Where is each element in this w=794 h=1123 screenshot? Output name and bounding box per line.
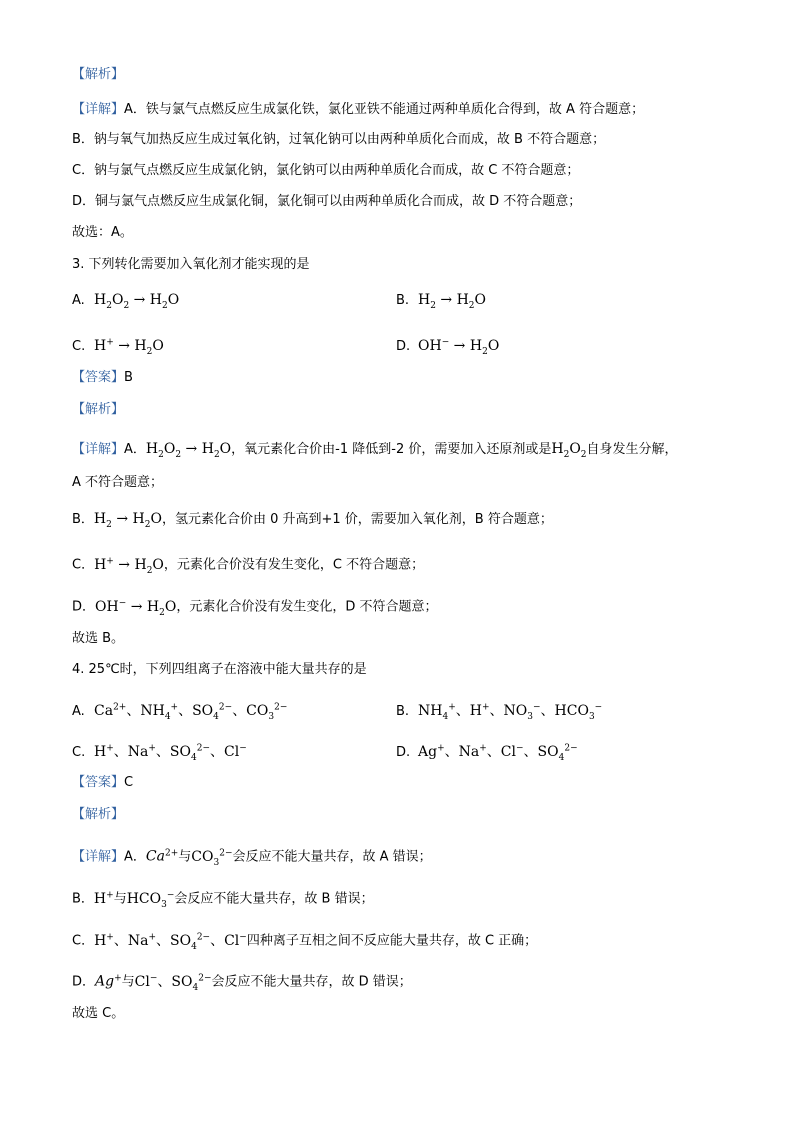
detail-line-1c: C．钠与氯气点燃反应生成氯化钠，氯化钠可以由两种单质化合而成，故 C 不符合题意； <box>72 163 580 178</box>
question-4-stem: 4. 25℃时，下列四组离子在溶液中能大量共存的是 <box>72 662 367 677</box>
q4-option-c: C. H+、Na+、$SO_4^{2-}$、Cl− <box>72 743 247 763</box>
option-letter: A. <box>72 293 85 308</box>
q3-detail-b: B．$H_2 \to H_2O$，氢元素化合价由 0 升高到+1 价，需要加入氧化剂，B 符合题意； <box>72 511 553 530</box>
analysis-heading-1 <box>72 66 124 84</box>
detail-line-1d: D．铜与氯气点燃反应生成氯化铜，氯化铜可以由两种单质化合而成，故 D 不符合题意； <box>72 194 582 209</box>
q3-option-b: B. $H_2 \to H_2O$ <box>396 292 487 311</box>
q3-option-d: D. $OH^- \to H_2O$ <box>396 337 500 357</box>
q3-choice: 故选 B。 <box>72 631 125 646</box>
option-letter: A. <box>72 703 85 719</box>
q4-option-d: D. Ag+、Na+、Cl−、$SO_4^{2-}$ <box>396 743 578 763</box>
option-letter: C. <box>72 338 86 354</box>
detail-tag: 【详解】 <box>72 102 125 117</box>
question-3-stem: 3. 下列转化需要加入氧化剂才能实现的是 <box>72 257 310 272</box>
q3-answer <box>72 369 133 387</box>
q4-option-a: A. $Ca^{2+}$、$NH_4^+$、$SO_4^{2-}$、$CO_3^{2-}$ <box>72 702 288 722</box>
detail-tag: 【详解】 <box>72 442 125 457</box>
option-letter: D. <box>396 744 411 760</box>
choice-1: 故选：A。 <box>72 225 133 240</box>
answer-value: B <box>124 370 133 385</box>
q4-detail-c: C．H+、Na+、$SO_4^{2-}$、Cl−四种离子互相之间不反应能大量共存，故 C 正确； <box>72 932 538 952</box>
q3-option-c: C. $H^+ \to H_2O$ <box>72 337 164 357</box>
q3-detail-a: 【详解】A．$H_2O_2 \to H_2O$，氧元素化合价由-1 降低到-2 价，需要加入还原剂或是$H_2O_2$自身发生分解， <box>72 441 678 460</box>
q4-option-b: B. $NH_4^+$、H+、$NO_3^-$、$HCO_3^-$ <box>396 702 603 722</box>
answer-tag: 【答案】 <box>72 370 125 385</box>
q3-detail-c: C．$H^+ \to H_2O$，元素化合价没有发生变化，C 不符合题意； <box>72 556 425 576</box>
q3-detail-a-cont: A 不符合题意； <box>72 475 164 490</box>
detail-tag: 【详解】 <box>72 849 125 865</box>
q4-detail-b: B．H+与$HCO_3^-$会反应不能大量共存，故 B 错误； <box>72 890 374 910</box>
q4-answer <box>72 774 133 792</box>
detail-line-1b: B．钠与氧气加热反应生成过氧化钠，过氧化钠可以由两种单质化合而成，故 B 不符合题意； <box>72 132 606 147</box>
option-letter: B. <box>396 293 410 308</box>
analysis-tag: 【解析】 <box>72 402 125 417</box>
analysis-tag: 【解析】 <box>72 807 125 822</box>
option-letter: B. <box>396 703 410 719</box>
option-letter: C. <box>72 744 86 760</box>
detail-line-1a <box>72 101 644 119</box>
q4-choice: 故选 C。 <box>72 1006 125 1021</box>
answer-tag: 【答案】 <box>72 775 125 790</box>
q3-option-a: A. $H_2O_2 \to H_2O$ <box>72 292 180 311</box>
q3-analysis-heading <box>72 401 124 419</box>
q4-detail-a: 【详解】A．$Ca^{2+}$与$CO_3^{2-}$会反应不能大量共存，故 A 错误； <box>72 848 432 868</box>
q4-analysis-heading <box>72 806 124 824</box>
option-letter: D. <box>396 338 411 354</box>
detail-text: A．铁与氯气点燃反应生成氯化铁，氯化亚铁不能通过两种单质化合得到，故 A 符合题意； <box>124 102 645 117</box>
answer-value: C <box>124 775 134 790</box>
analysis-tag: 【解析】 <box>72 67 125 82</box>
q3-detail-d: D．$OH^- \to H_2O$，元素化合价没有发生变化，D 不符合题意； <box>72 598 438 618</box>
q4-detail-d: D．Ag+与Cl−、$SO_4^{2-}$会反应不能大量共存，故 D 错误； <box>72 973 412 993</box>
